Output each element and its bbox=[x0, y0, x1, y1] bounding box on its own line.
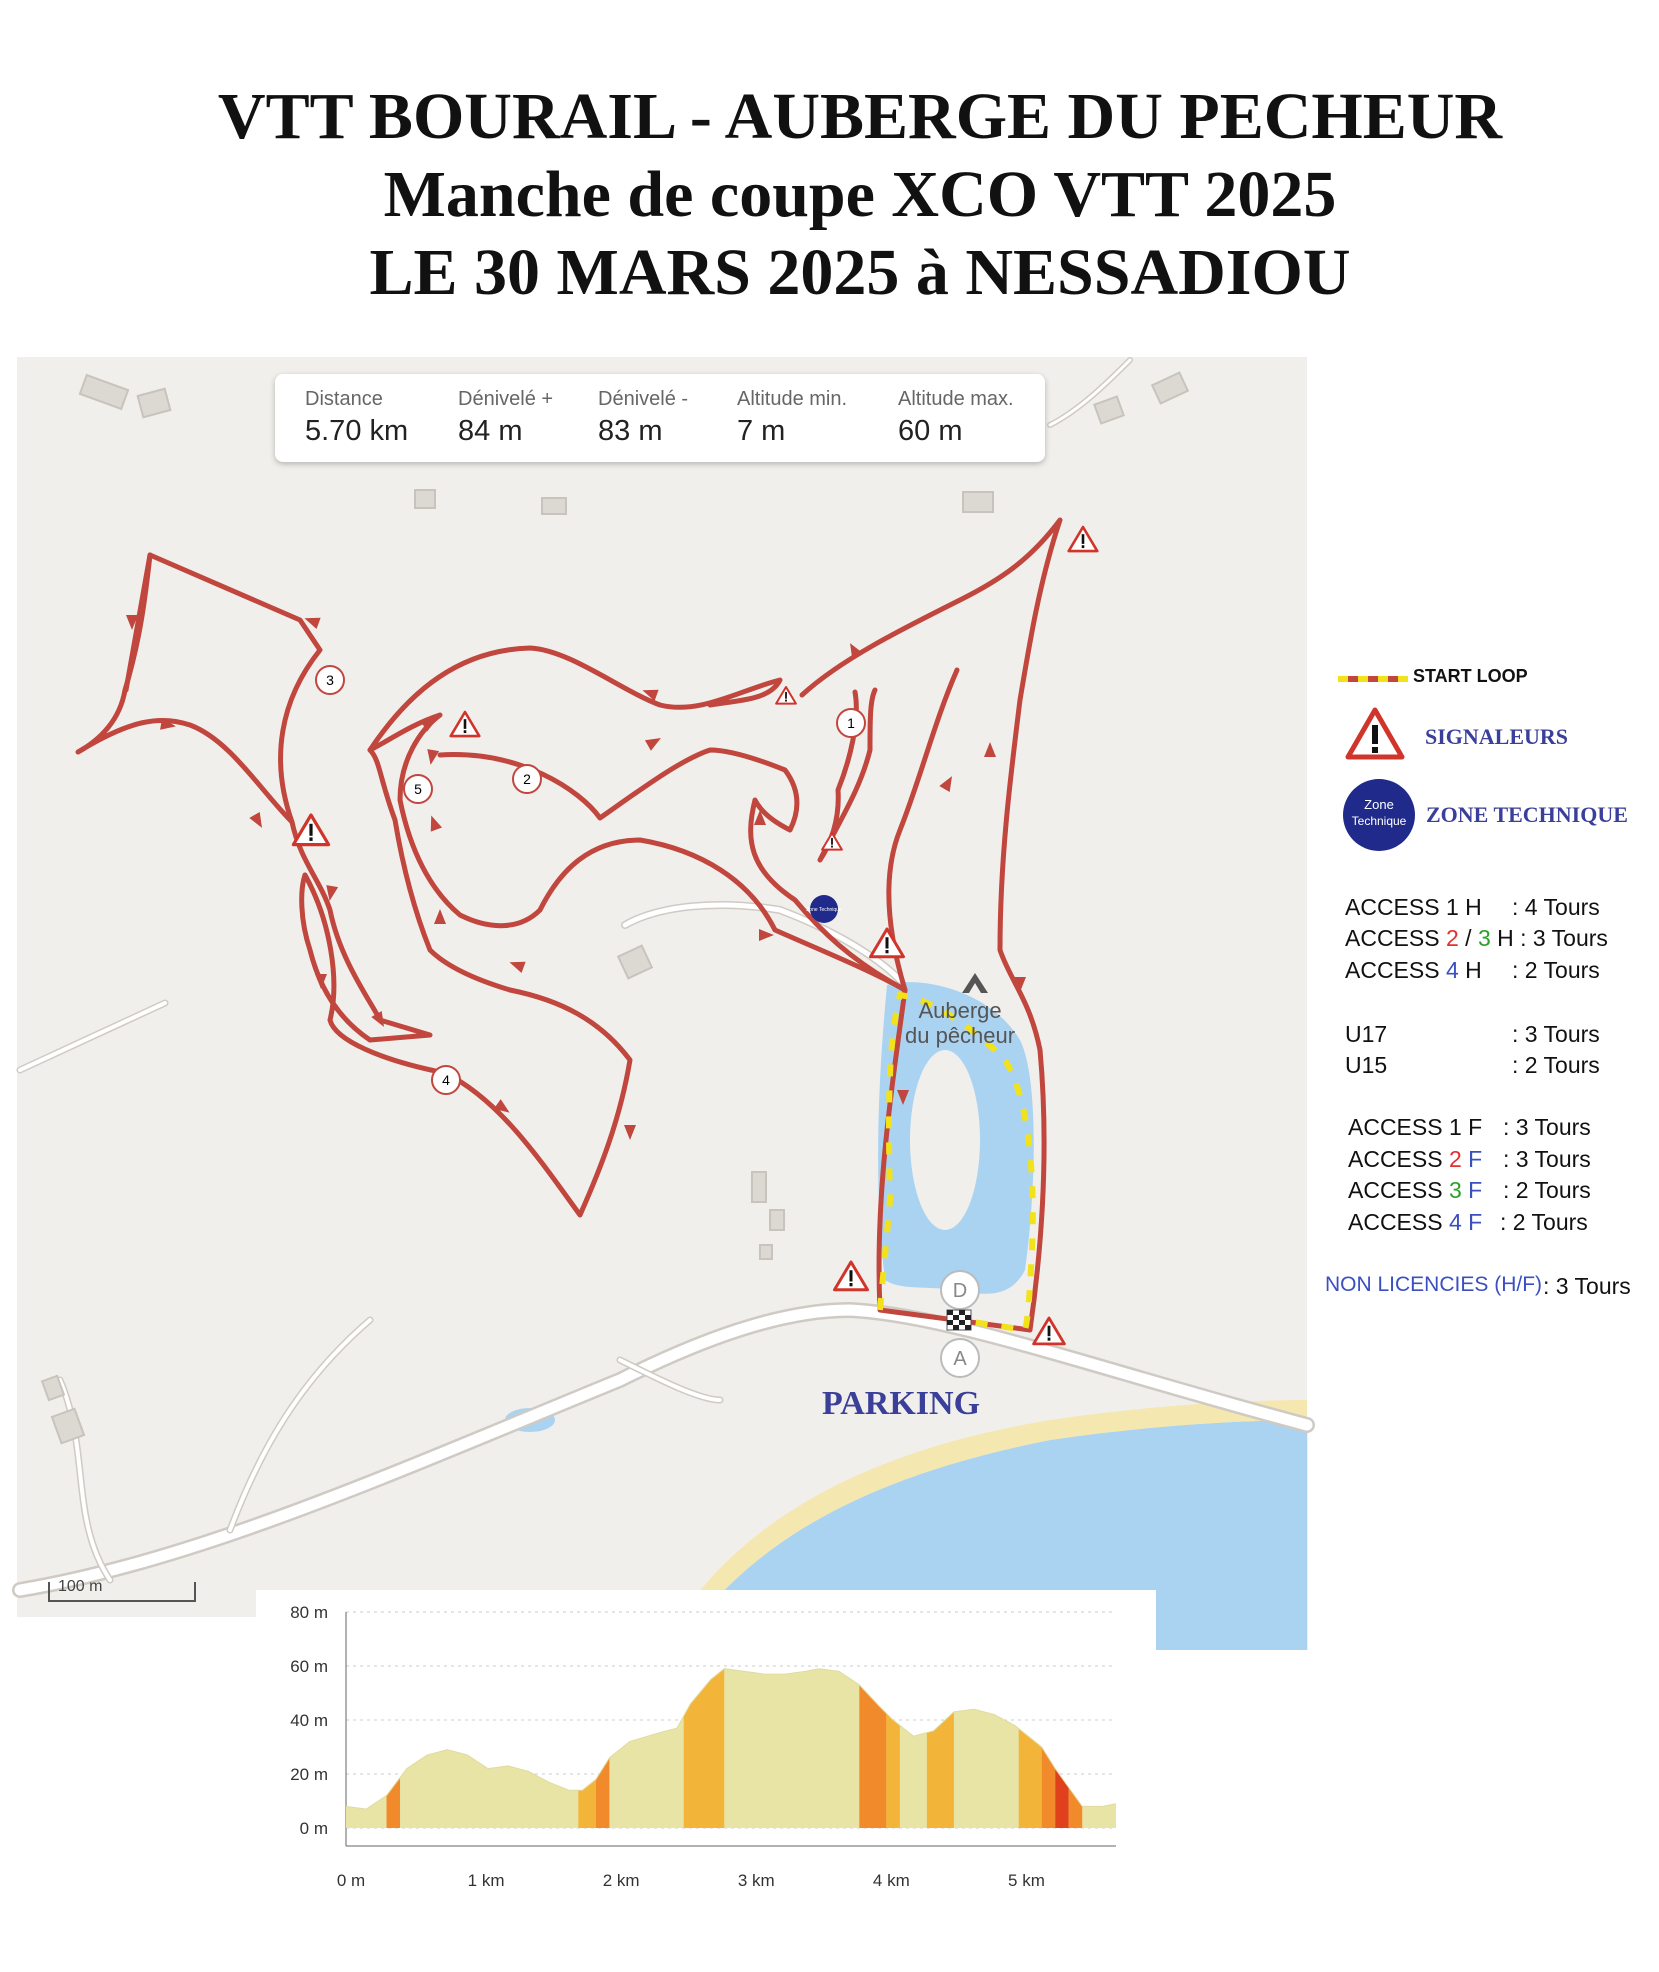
route-stats-panel bbox=[275, 374, 1045, 462]
row-u15: U15 bbox=[1345, 1052, 1388, 1078]
scale-bar: 100 m bbox=[48, 1582, 196, 1602]
row-access-2-f: ACCESS 2 F bbox=[1348, 1146, 1483, 1172]
row-non-licencies: NON LICENCIES (H/F) bbox=[1325, 1273, 1543, 1296]
parking-label: PARKING bbox=[822, 1385, 981, 1422]
finish-marker-a[interactable] bbox=[941, 1339, 979, 1377]
steep-section bbox=[1019, 1729, 1042, 1828]
stat-altitude-max: Altitude max. 60 m bbox=[898, 388, 1014, 447]
row-u15-tours: : 2 Tours bbox=[1512, 1052, 1600, 1078]
row-access-4-h-tours: : 2 Tours bbox=[1512, 957, 1600, 983]
checkered-flag-icon bbox=[947, 1310, 971, 1330]
legend-zone-technique-label: ZONE TECHNIQUE bbox=[1426, 802, 1628, 827]
legend-start-loop-label: START LOOP bbox=[1413, 666, 1528, 686]
x-tick-label: 4 km bbox=[872, 1871, 910, 1890]
steep-section bbox=[1069, 1788, 1083, 1829]
svg-text:1: 1 bbox=[847, 715, 855, 731]
stat-altitude-min: Altitude min. 7 m bbox=[737, 388, 848, 447]
row-access-4-f: ACCESS 4 F bbox=[1348, 1209, 1483, 1235]
steep-section bbox=[859, 1685, 886, 1828]
title-line-2: Manche de coupe XCO VTT 2025 bbox=[383, 158, 1337, 231]
stat-distance: Distance 5.70 km bbox=[305, 388, 409, 447]
title-line-1: VTT BOURAIL - AUBERGE DU PECHEUR bbox=[217, 80, 1503, 153]
elevation-chart[interactable] bbox=[256, 1590, 1156, 1920]
row-access-1-f: ACCESS 1 F bbox=[1348, 1114, 1483, 1140]
row-u17: U17 bbox=[1345, 1021, 1388, 1047]
row-non-licencies-tours: : 3 Tours bbox=[1543, 1273, 1631, 1299]
checkpoint-5[interactable] bbox=[404, 775, 432, 803]
y-tick-label: 0 m bbox=[299, 1819, 328, 1838]
row-access-4-h: ACCESS 4 H bbox=[1345, 957, 1482, 983]
row-access-2-f-tours: : 3 Tours bbox=[1503, 1146, 1591, 1172]
steep-section bbox=[1042, 1747, 1056, 1828]
x-tick-label: 1 km bbox=[467, 1871, 505, 1890]
stat-elevation-loss: Dénivelé - 83 m bbox=[598, 388, 689, 447]
svg-text:Zone Technique: Zone Technique bbox=[806, 907, 842, 913]
checkpoint-1[interactable] bbox=[837, 709, 865, 737]
legend-warning-icon bbox=[1348, 710, 1402, 757]
svg-text:4: 4 bbox=[442, 1072, 450, 1088]
row-access-1-h-tours: : 4 Tours bbox=[1512, 894, 1600, 920]
x-tick-label: 2 km bbox=[602, 1871, 640, 1890]
elevation-area bbox=[346, 1669, 1116, 1828]
checkpoint-4[interactable] bbox=[432, 1066, 460, 1094]
y-tick-label: 80 m bbox=[290, 1603, 328, 1622]
legend-signaleurs-label: SIGNALEURS bbox=[1425, 724, 1569, 749]
row-access-3-f-tours: : 2 Tours bbox=[1503, 1177, 1591, 1203]
y-tick-label: 60 m bbox=[290, 1657, 328, 1676]
steep-section bbox=[684, 1669, 725, 1828]
row-access-3-f: ACCESS 3 F bbox=[1348, 1177, 1483, 1203]
checkpoint-3[interactable] bbox=[316, 666, 344, 694]
steep-section bbox=[886, 1713, 900, 1828]
svg-text:3: 3 bbox=[326, 672, 334, 688]
row-u17-tours: : 3 Tours bbox=[1512, 1021, 1600, 1047]
title-line-3: LE 30 MARS 2025 à NESSADIOU bbox=[369, 236, 1351, 309]
svg-text:Zone: Zone bbox=[1364, 797, 1394, 812]
stat-elevation-gain: Dénivelé + 84 m bbox=[458, 388, 554, 447]
steep-section bbox=[387, 1778, 401, 1828]
row-access-1-h: ACCESS 1 H bbox=[1345, 894, 1482, 920]
place-label-auberge: Auberge du pêcheur bbox=[905, 998, 1016, 1049]
checkpoint-2[interactable] bbox=[513, 765, 541, 793]
row-access-4-f-tours: : 2 Tours bbox=[1500, 1209, 1588, 1235]
svg-text:Technique: Technique bbox=[1351, 814, 1407, 828]
svg-text:A: A bbox=[953, 1348, 967, 1370]
x-tick-label: 0 m bbox=[336, 1871, 366, 1890]
x-tick-label: 3 km bbox=[737, 1871, 775, 1890]
steep-section bbox=[927, 1712, 954, 1828]
row-access-2-3-h: ACCESS 2 / 3 H : 3 Tours bbox=[1345, 925, 1608, 951]
y-tick-label: 20 m bbox=[290, 1765, 328, 1784]
svg-text:D: D bbox=[952, 1280, 968, 1302]
svg-text:2: 2 bbox=[523, 771, 531, 787]
svg-text:5: 5 bbox=[414, 781, 422, 797]
start-marker-d[interactable] bbox=[941, 1271, 979, 1309]
x-tick-label: 5 km bbox=[1008, 1871, 1045, 1890]
row-access-1-f-tours: : 3 Tours bbox=[1503, 1114, 1591, 1140]
y-tick-label: 40 m bbox=[290, 1711, 328, 1730]
legend-zone-badge bbox=[1343, 779, 1415, 851]
